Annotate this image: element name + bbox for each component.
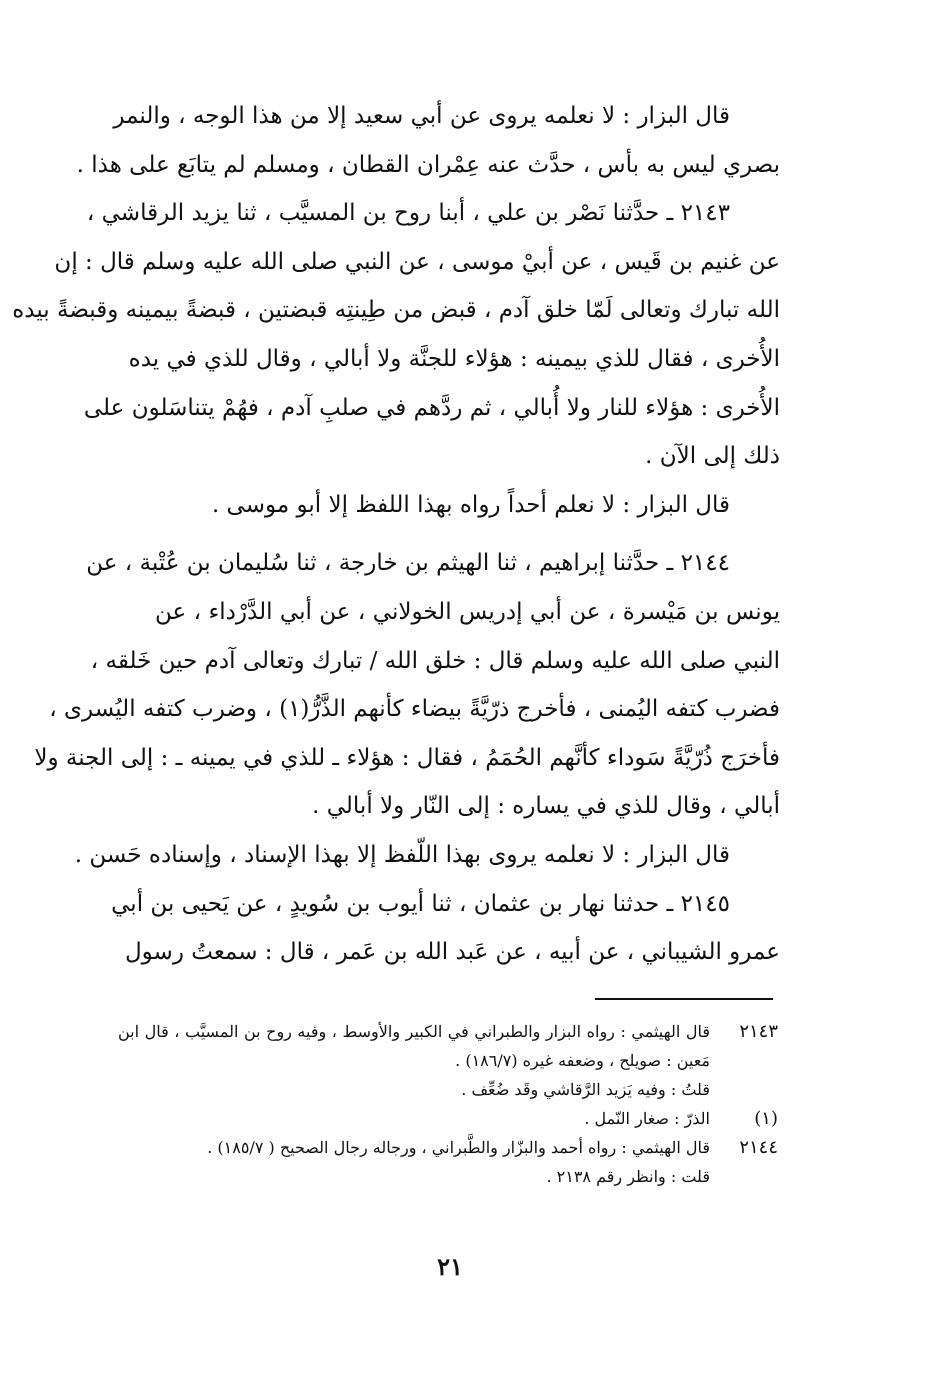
hadith-2143-heading: ٢١٤٣ ـ حدَّثنا نَصْر بن علي ، أبنا روح بن المسيَّب ، ثنا يزيد الرقاشي ،	[86, 200, 730, 227]
footnote-text: قلتُ : وفيه يَزيد الرَّقاشي وقَد ضُعِّف .	[461, 1080, 710, 1099]
footnote-number	[710, 1075, 778, 1104]
footnote-line	[118, 1133, 778, 1162]
footnote-line	[118, 1046, 778, 1075]
text-line: عمرو الشيباني ، عن أبيه ، عن عَبد الله بن عَمر ، قال : سمعتُ رسول	[124, 939, 780, 966]
footnote-number: (١)	[754, 1108, 778, 1129]
page-number: ٢١	[437, 1252, 463, 1281]
text-line: قال البزار : لا نعلم أحداً رواه بهذا اللفظ إلا أبو موسى .	[211, 491, 730, 518]
footnote-line	[118, 1162, 778, 1191]
footnote-text: قال الهيثمي : رواه البزار والطبراني في الكبير والأوسط ، وفيه روح بن المسيَّب ، قال ابن	[118, 1022, 710, 1041]
footnote-line	[118, 1075, 778, 1104]
footnote-line	[118, 1017, 778, 1046]
text-line: الله تبارك وتعالى لَمّا خلق آدم ، قبض من طِينتِه قبضتين ، قبضةً بيمينه وقبضةً بيده	[12, 297, 780, 324]
footnote-number	[710, 1162, 778, 1191]
text-line: بصري ليس به بأس ، حدَّث عنه عِمْران القطان ، ومسلم لم يتابَع على هذا .	[76, 151, 780, 178]
text-line: قال البزار : لا نعلمه يروى عن أبي سعيد إلا من هذا الوجه ، والنمر	[113, 103, 730, 129]
footnote-separator	[595, 998, 773, 1000]
footnote-number: ٢١٤٣	[739, 1021, 778, 1042]
paragraph-gap	[155, 529, 780, 539]
text-line: قال البزار : لا نعلمه يروى بهذا اللّفظ إلا بهذا الإسناد ، وإسناده حَسن .	[74, 841, 730, 868]
footnote-line	[118, 1104, 778, 1133]
footnote-number: ٢١٤٤	[739, 1137, 778, 1158]
text-line: ذلك إلى الآن .	[645, 443, 780, 470]
footnote-text: الذرّ : صغار النّمل .	[584, 1109, 710, 1128]
text-line: أبالي ، وقال للذي في يساره : إلى النّار ولا أبالي .	[312, 793, 780, 820]
footnote-text: مَعين : صويلح ، وضعفه غيره (١٨٦/٧) .	[455, 1051, 710, 1070]
text-line: الأُخرى ، فقال للذي بيمينه : هؤلاء للجنَّة ولا أبالي ، وقال للذي في يده	[128, 345, 780, 372]
text-line: الأُخرى : هؤلاء للنار ولا أُبالي ، ثم ردَّهم في صلبِ آدم ، فهُمْ يتناسَلون على	[83, 394, 780, 421]
text-line: عن غنيم بن قَيس ، عن أبيْ موسى ، عن النبي صلى الله عليه وسلم قال : إن	[54, 248, 780, 275]
footnote-text: قال الهيثمي : رواه أحمد والبزّار والطَّبراني ، ورجاله رجال الصحيح ( ١٨٥/٧) .	[207, 1138, 710, 1157]
footnotes	[118, 1017, 778, 1191]
hadith-2145-heading: ٢١٤٥ ـ حدثنا نهار بن عثمان ، ثنا أيوب بن سُويدٍ ، عن يَحيى بن أبي	[111, 890, 730, 917]
text-line: فضرب كتفه اليُمنى ، فأخرج ذرّيَّةً بيضاء كأنهم الذَّرُّ(١) ، وضرب كتفه اليُسرى ،	[49, 696, 780, 723]
footnote-number	[710, 1046, 778, 1075]
text-line: النبي صلى الله عليه وسلم قال : خلق الله / تبارك وتعالى آدم حين خَلقه ،	[90, 647, 780, 674]
footnote-text: قلت : وانظر رقم ٢١٣٨ .	[546, 1167, 710, 1186]
hadith-2144-heading: ٢١٤٤ ـ حدَّثنا إبراهيم ، ثنا الهيثم بن خارجة ، ثنا سُليمان بن عُتْبة ، عن	[86, 550, 730, 577]
text-line: فأخرَج ذُرّيَّةً سَوداء كأنَّهم الحُمَمُ ، فقال : هؤلاء ـ للذي في يمينه ـ : إلى الجنة ولا	[34, 744, 780, 771]
text-line: يونس بن مَيْسرة ، عن أبي إدريس الخولاني ، عن أبي الدَّرْداء ، عن	[155, 598, 780, 625]
main-text	[12, 92, 780, 977]
